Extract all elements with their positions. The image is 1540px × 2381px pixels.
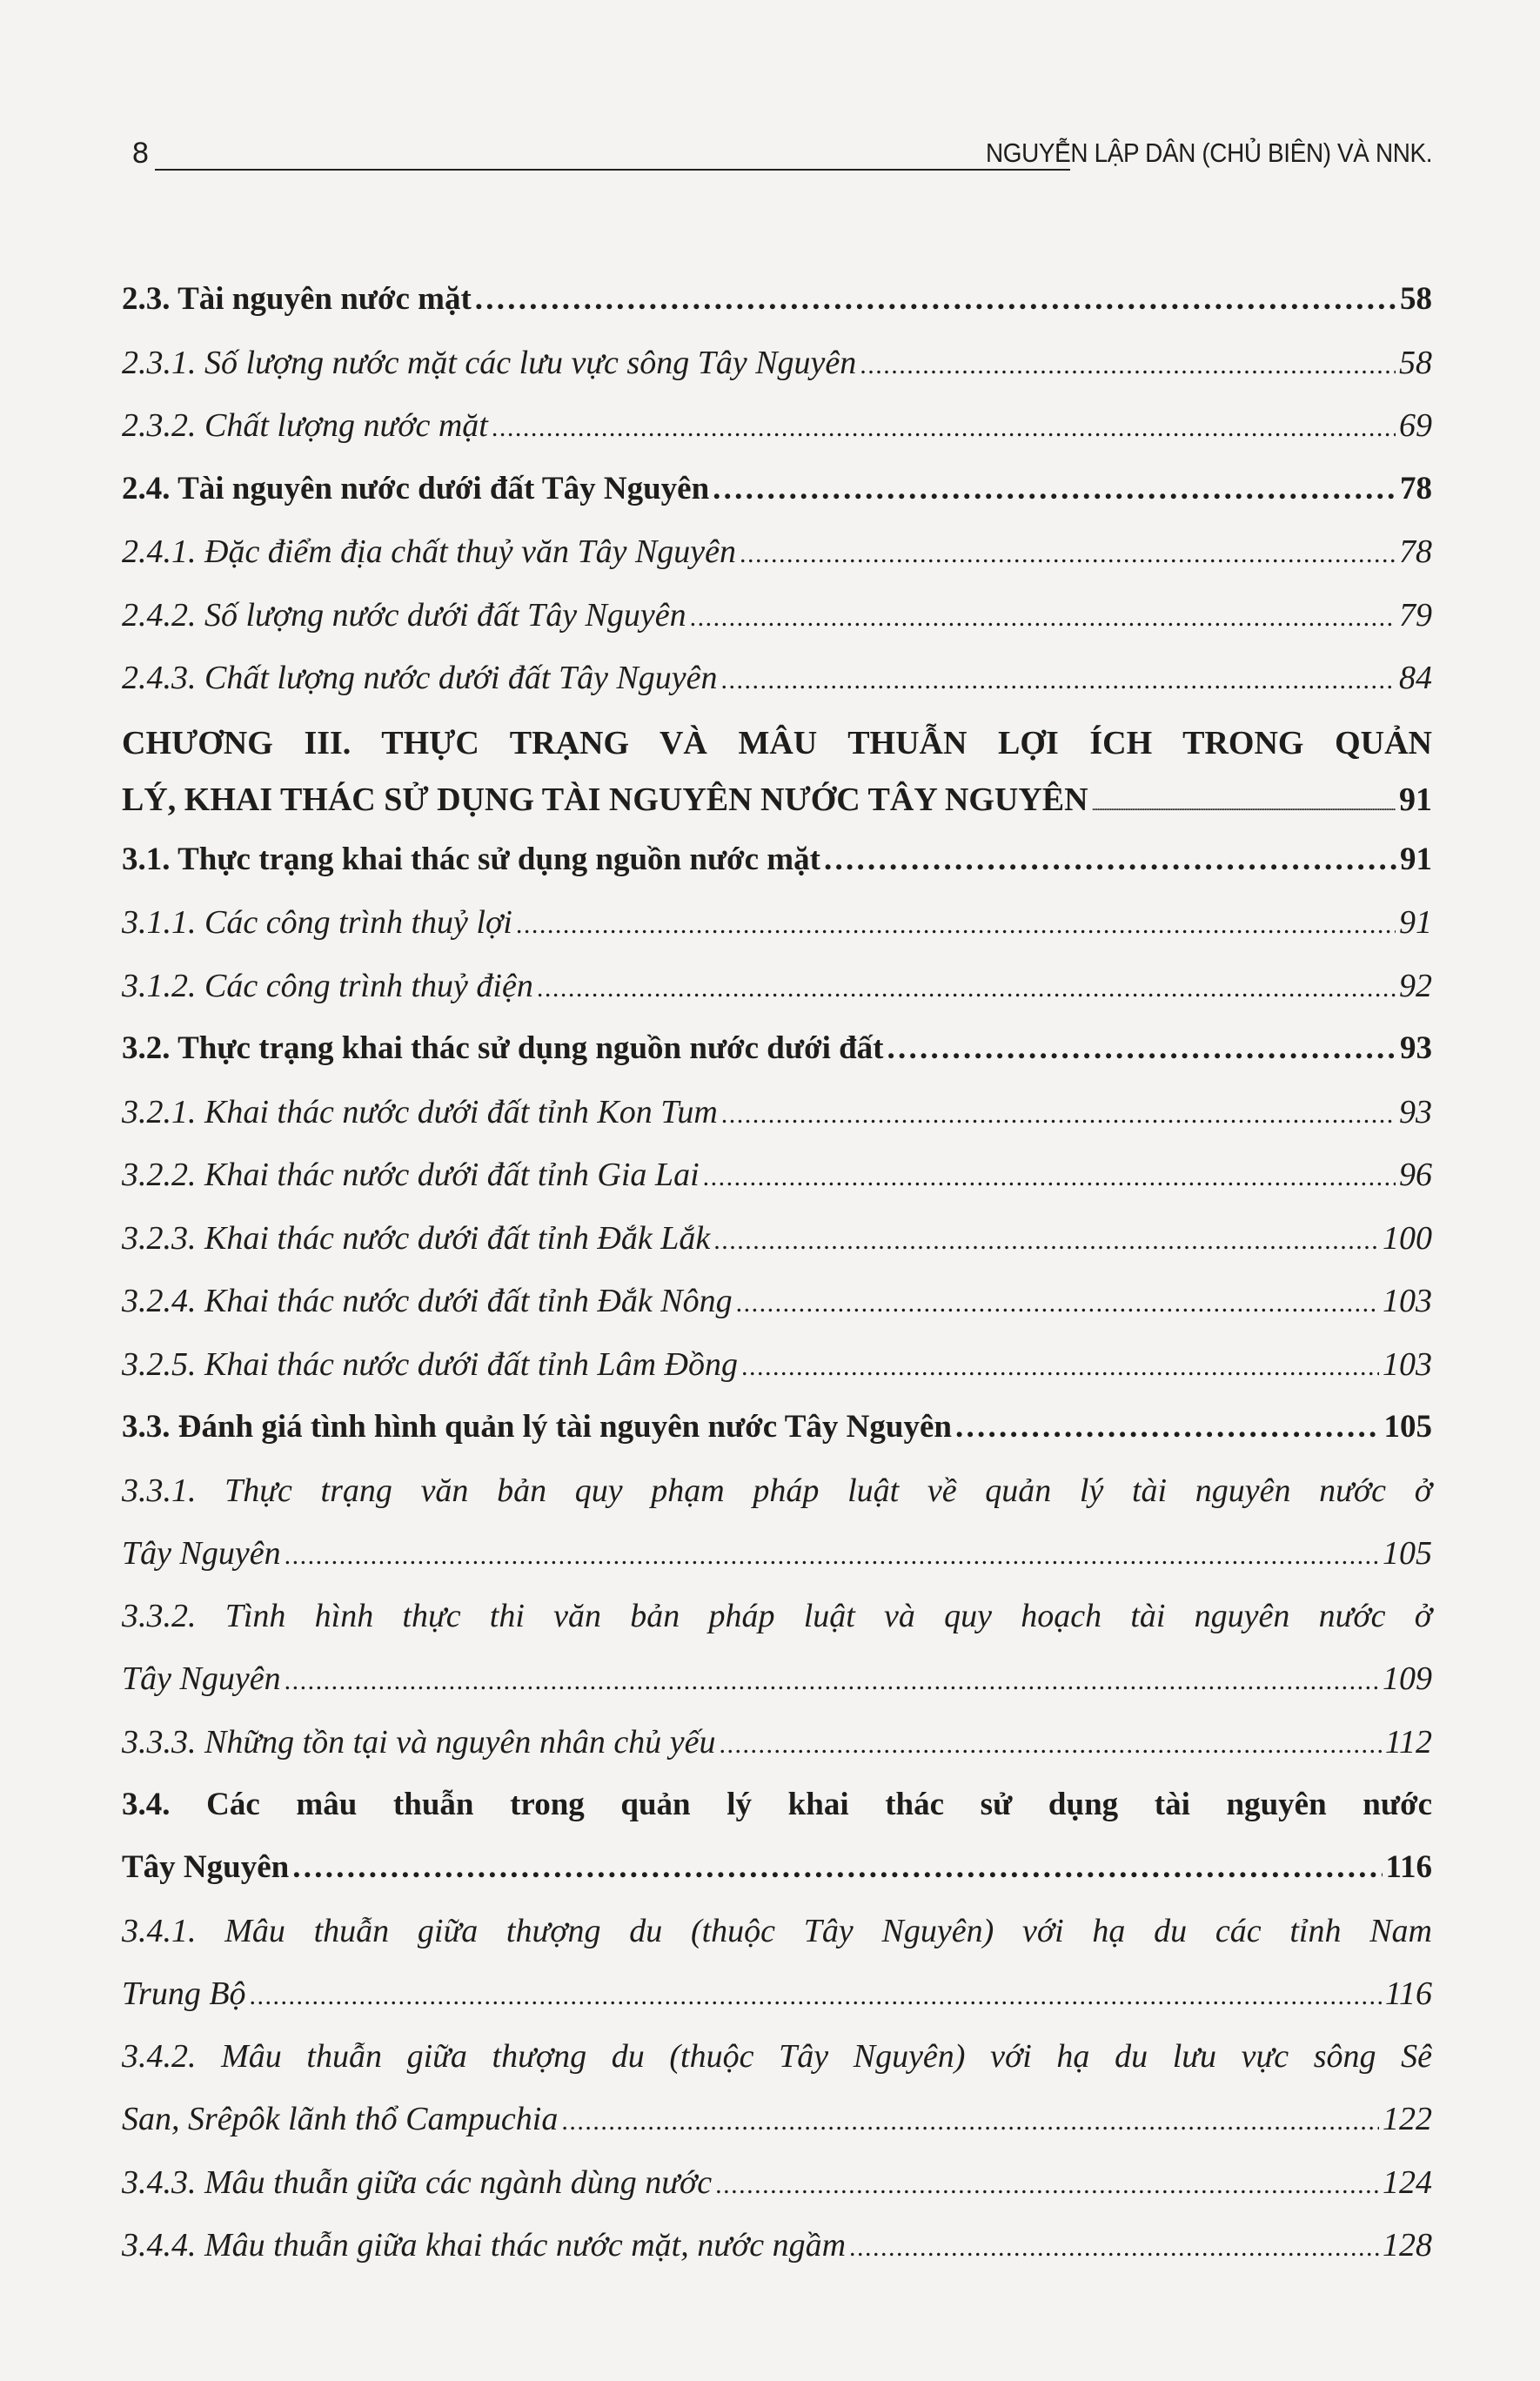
leader-dots [537, 957, 1396, 1021]
toc-entry-3-3-3 [122, 1711, 1432, 1774]
toc-entry-3-3 [122, 1396, 1432, 1459]
toc-entry-2-3-1 [122, 332, 1432, 395]
toc-entry-title: 3.2. Thực trạng khai thác sử dụng nguồn nước dưới đất [122, 1030, 884, 1066]
toc-entry-title: 3.1.2. Các công trình thuỷ điện [122, 967, 533, 1004]
leader-dots [824, 828, 1396, 892]
toc-entry-2-3 [122, 268, 1432, 332]
toc-entry-title-line-2: Tây Nguyên [122, 1660, 281, 1697]
toc-page-number: 116 [1385, 1849, 1432, 1885]
toc-entry-3-3-1 [122, 1459, 1432, 1586]
toc-entry-title: 2.3. Tài nguyên nước mặt [122, 281, 472, 317]
toc-page-number: 103 [1383, 1345, 1432, 1383]
leader-dots [715, 2154, 1379, 2217]
toc-page-number: 78 [1399, 533, 1432, 570]
toc-page-number: 93 [1399, 1093, 1432, 1130]
toc-page-number: 58 [1400, 281, 1432, 317]
toc-entry-title: 3.2.5. Khai thác nước dưới đất tỉnh Lâm Đồng [122, 1345, 738, 1383]
toc-entry-title: 2.3.2. Chất lượng nước mặt [122, 407, 488, 444]
toc-entry-2-4-3 [122, 647, 1432, 710]
toc-entry-2-4 [122, 458, 1432, 521]
toc-page-number: 105 [1383, 1409, 1432, 1445]
toc-entry-title-line-1: 3.4.1. Mâu thuẫn giữa thượng du (thuộc Tây Nguyên) với hạ du các tỉnh Nam [122, 1912, 1432, 1949]
toc-entry-title: 3.2.3. Khai thác nước dưới đất tỉnh Đắk Lắk [122, 1219, 711, 1257]
toc-page-number: 92 [1399, 967, 1432, 1004]
leader-dots [285, 1650, 1379, 1714]
toc-entry-3-2-1 [122, 1081, 1432, 1144]
toc-entry-3-2-4 [122, 1270, 1432, 1333]
toc-entry-title: 2.3.1. Số lượng nước mặt các lưu vực sông Tây Nguyên [122, 344, 857, 381]
toc-entry-title-line-1: 3.4. Các mâu thuẫn trong quản lý khai thác sử dụng tài nguyên nước [122, 1787, 1432, 1822]
toc-entry-3-4-4 [122, 2214, 1432, 2277]
toc-page-number: 103 [1383, 1283, 1432, 1319]
toc-entry-2-4-2 [122, 584, 1432, 647]
toc-page-number: 128 [1383, 2227, 1432, 2264]
leader-dots [860, 334, 1396, 398]
toc-entry-title: 3.1. Thực trạng khai thác sử dụng nguồn nước mặt [122, 841, 820, 877]
toc-entry-title-line-2: Tây Nguyên [122, 1849, 290, 1885]
toc-entry-title-line-1: 3.4.2. Mâu thuẫn giữa thượng du (thuộc Tây Nguyên) với hạ du lưu vực sông Sê [122, 2038, 1432, 2075]
toc-entry-title: 3.1.1. Các công trình thuỷ lợi [122, 904, 512, 941]
toc-page-number: 69 [1399, 407, 1432, 444]
leader-dots [1092, 778, 1396, 835]
toc-entry-3-4-3 [122, 2151, 1432, 2215]
toc-page-number: 78 [1400, 470, 1432, 506]
toc-page-number: 105 [1383, 1534, 1432, 1572]
header-rule [155, 169, 1070, 171]
toc-entry-title: 3.3.3. Những tồn tại và nguyên nhân chủ yếu [122, 1723, 716, 1761]
toc-page-number: 109 [1383, 1660, 1432, 1697]
toc-entry-3-1 [122, 828, 1432, 892]
toc-page-number: 79 [1399, 596, 1432, 634]
toc-page-number: 96 [1399, 1157, 1432, 1193]
toc-page-number: 91 [1399, 904, 1432, 941]
leader-dots [713, 1210, 1379, 1273]
toc-entry-title: 2.4.1. Đặc điểm địa chất thuỷ văn Tây Nguyên [122, 533, 737, 570]
leader-dots [492, 397, 1396, 460]
toc-entry-title-line-2: Tây Nguyên [122, 1534, 281, 1572]
page-number: 8 [132, 137, 149, 170]
leader-dots [721, 1083, 1396, 1147]
toc-entry-title-line-1: 3.3.1. Thực trạng văn bản quy phạm pháp luật về quản lý tài nguyên nước ở [122, 1472, 1432, 1509]
toc-entry-3-1-1 [122, 891, 1432, 955]
leader-dots [740, 523, 1396, 587]
toc-entry-title: 2.4.3. Chất lượng nước dưới đất Tây Nguyên [122, 660, 718, 696]
toc-entry-title-line-2: Trung Bộ [122, 1975, 246, 2012]
toc-entry-3-1-2 [122, 955, 1432, 1018]
toc-entry-3-4-1 [122, 1900, 1432, 2026]
toc-entry-3-4-2 [122, 2025, 1432, 2151]
toc-page-number: 122 [1383, 2101, 1432, 2137]
leader-dots [741, 1336, 1379, 1399]
leader-dots [719, 1714, 1381, 1777]
table-of-contents [122, 268, 1432, 2277]
toc-entry-3-4 [122, 1774, 1432, 1900]
leader-dots [736, 1272, 1379, 1336]
running-header-author: NGUYỄN LẬP DÂN (CHỦ BIÊN) VÀ NNK. [985, 137, 1432, 168]
toc-page-number: 112 [1384, 1723, 1432, 1761]
running-header [132, 129, 1432, 181]
toc-entry-2-4-1 [122, 520, 1432, 584]
leader-dots [713, 458, 1396, 521]
toc-entry-3-2-5 [122, 1333, 1432, 1397]
toc-entry-title-line-2: San, Srêpôk lãnh thổ Campuchia [122, 2101, 559, 2137]
leader-dots [690, 587, 1396, 650]
leader-dots [849, 2217, 1379, 2280]
chapter-title-line-2: LÝ, KHAI THÁC SỬ DỤNG TÀI NGUYÊN NƯỚC TÂY NGUYÊN [122, 781, 1088, 818]
toc-page-number: 91 [1400, 841, 1432, 877]
leader-dots [561, 2090, 1379, 2154]
toc-page-number: 84 [1399, 660, 1432, 696]
leader-dots [516, 894, 1396, 957]
leader-dots [703, 1146, 1396, 1210]
leader-dots [250, 1965, 1382, 2029]
toc-entry-title: 3.2.4. Khai thác nước dưới đất tỉnh Đắk Nông [122, 1283, 733, 1319]
leader-dots [887, 1017, 1397, 1081]
toc-page-number: 91 [1399, 781, 1432, 818]
toc-entry-2-3-2 [122, 394, 1432, 458]
toc-entry-title: 3.2.1. Khai thác nước dưới đất tỉnh Kon Tum [122, 1093, 718, 1130]
toc-entry-title: 3.4.4. Mâu thuẫn giữa khai thác nước mặt, nước ngầm [122, 2227, 847, 2264]
toc-entry-title-line-1: 3.3.2. Tình hình thực thi văn bản pháp luật và quy hoạch tài nguyên nước ở [122, 1598, 1432, 1634]
toc-chapter-3 [122, 710, 1432, 828]
leader-dots [475, 268, 1396, 332]
toc-entry-title: 2.4. Tài nguyên nước dưới đất Tây Nguyên [122, 470, 710, 506]
toc-page-number: 116 [1384, 1975, 1432, 2012]
toc-page-number: 124 [1383, 2163, 1432, 2201]
toc-entry-title: 3.3. Đánh giá tình hình quản lý tài nguyên nước Tây Nguyên [122, 1409, 952, 1445]
toc-page-number: 100 [1383, 1219, 1432, 1257]
leader-dots [721, 649, 1396, 713]
toc-entry-3-2-3 [122, 1207, 1432, 1271]
toc-entry-title: 3.4.3. Mâu thuẫn giữa các ngành dùng nước [122, 2163, 713, 2201]
toc-entry-3-2 [122, 1017, 1432, 1081]
leader-dots [285, 1525, 1379, 1588]
toc-entry-title: 2.4.2. Số lượng nước dưới đất Tây Nguyên [122, 596, 686, 634]
leader-dots [292, 1836, 1382, 1900]
toc-entry-3-2-2 [122, 1144, 1432, 1207]
toc-page-number: 93 [1400, 1030, 1432, 1066]
toc-page-number: 58 [1399, 344, 1432, 381]
chapter-title-line-1: CHƯƠNG III. THỰC TRẠNG VÀ MÂU THUẪN LỢI ÍCH TRONG QUẢN [122, 724, 1432, 761]
toc-entry-3-3-2 [122, 1585, 1432, 1711]
toc-entry-title: 3.2.2. Khai thác nước dưới đất tỉnh Gia Lai [122, 1157, 700, 1193]
leader-dots [955, 1396, 1381, 1459]
